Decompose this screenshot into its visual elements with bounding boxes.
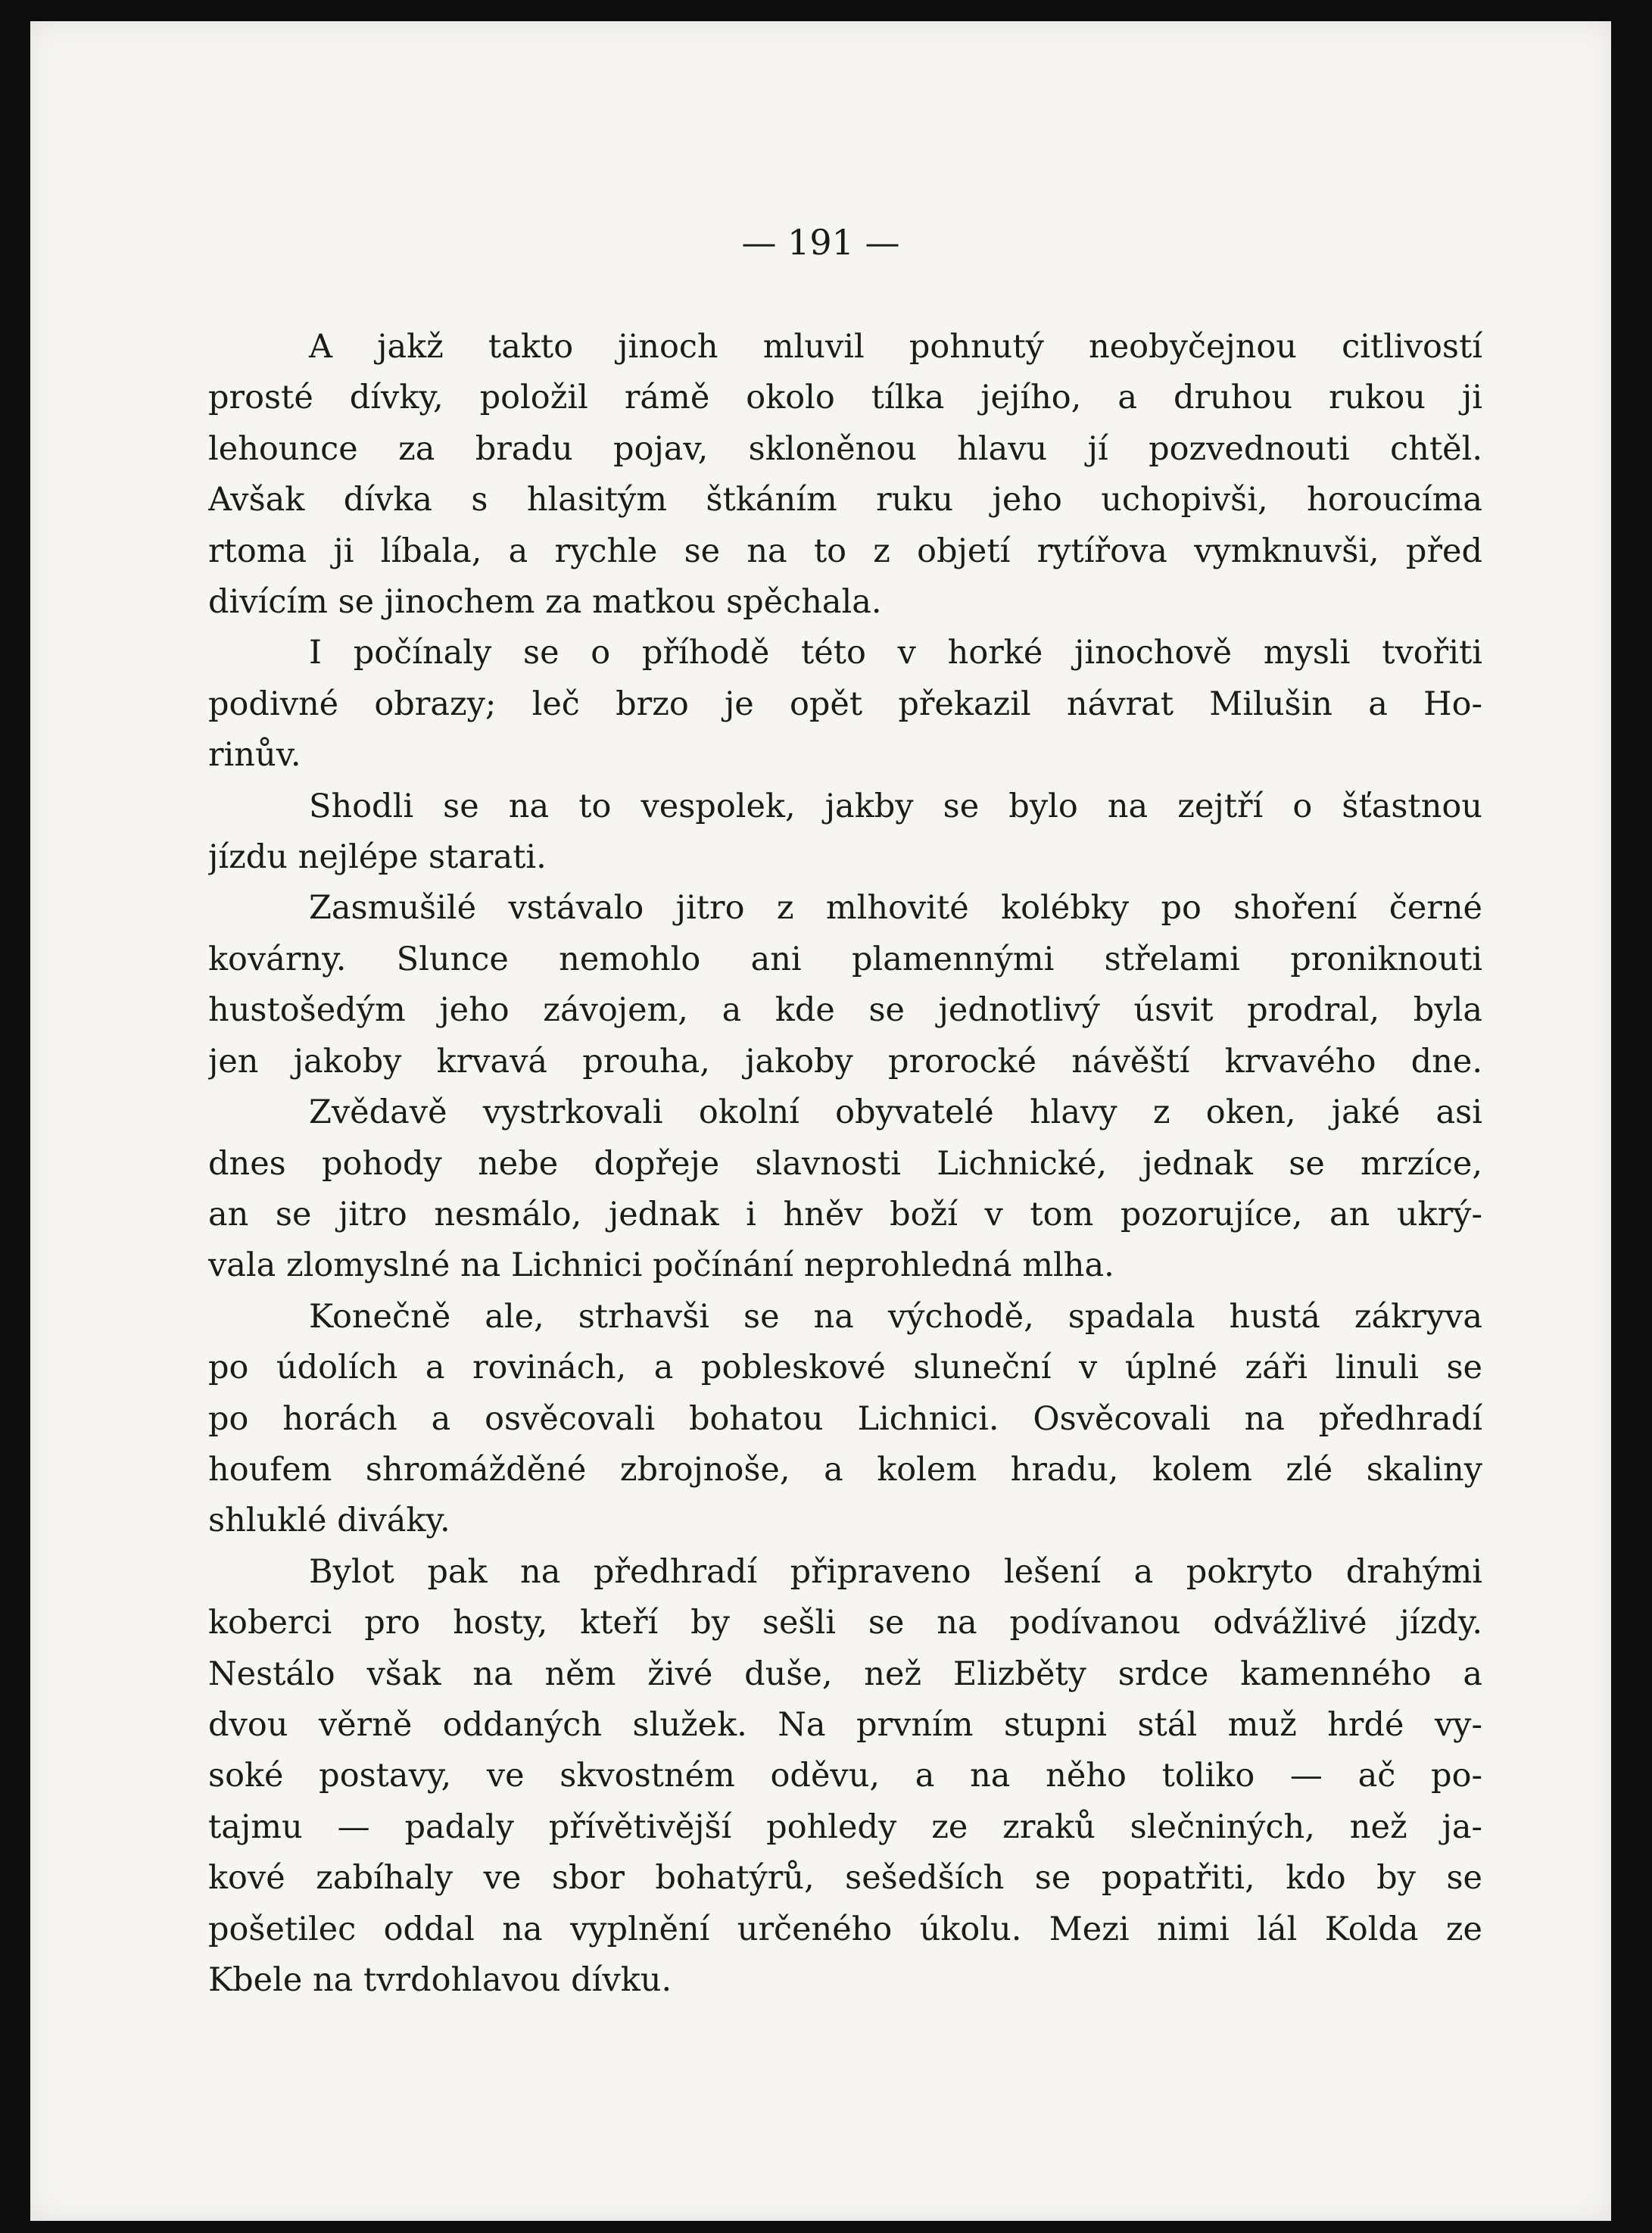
text-line: Nestálo však na něm živé duše, než Elizběty srdce kamenného a [208, 1654, 1482, 1693]
text-line: kovárny. Slunce nemohlo ani plamennými střelami proniknouti [208, 940, 1482, 978]
text-line: prosté dívky, položil rámě okolo tílka jejího, a druhou rukou ji [208, 379, 1482, 417]
text-line: Konečně ale, strhavši se na východě, spadala hustá zákryva [309, 1297, 1482, 1336]
text-line: jen jakoby krvavá prouha, jakoby prorocké návěští krvavého dne. [208, 1042, 1482, 1081]
text-line: hustošedým jeho závojem, a kde se jednotlivý úsvit prodral, byla [208, 991, 1482, 1030]
paragraph [208, 322, 1482, 628]
text-line: kové zabíhaly ve sbor bohatýrů, sešedších se popatřiti, kdo by se [208, 1859, 1482, 1898]
text-line: dvou věrně oddaných služek. Na prvním stupni stál muž hrdé vy- [208, 1705, 1482, 1744]
text-line: Kbele na tvrdohlavou dívku. [208, 1961, 672, 1999]
text-line: Zasmušilé vstávalo jitro z mlhovité kolébky po shoření černé [309, 889, 1482, 928]
paragraph [208, 1292, 1482, 1547]
text-line: divícím se jinochem za matkou spěchala. [208, 583, 882, 622]
text-line: lehounce za bradu pojav, skloněnou hlavu jí pozvednouti chtěl. [208, 429, 1482, 468]
paragraph [208, 1087, 1482, 1292]
text-line: shluklé diváky. [208, 1502, 450, 1540]
text-line: Bylot pak na předhradí připraveno lešení a pokryto drahými [309, 1552, 1482, 1591]
text-line: po údolích a rovinách, a pobleskové sluneční v úplné záři linuli se [208, 1349, 1482, 1387]
body-text [208, 322, 1482, 2006]
text-line: A jakž takto jinoch mluvil pohnutý neobyčejnou citlivostí [309, 328, 1482, 366]
text-line: dnes pohody nebe dopřeje slavnosti Lichnické, jednak se mrzíce, [208, 1144, 1482, 1183]
paragraph [208, 883, 1482, 1087]
text-line: rtoma ji líbala, a rychle se na to z objetí rytířova vymknuvši, před [208, 532, 1482, 570]
text-line: an se jitro nesmálo, jednak i hněv boží v tom pozorujíce, an ukrý- [208, 1195, 1482, 1233]
text-line: po horách a osvěcovali bohatou Lichnici. Osvěcovali na předhradí [208, 1399, 1482, 1438]
text-line: tajmu — padaly přívětivější pohledy ze zraků slečniných, než ja- [208, 1807, 1482, 1846]
text-line: Zvědavě vystrkovali okolní obyvatelé hlavy z oken, jaké asi [309, 1093, 1482, 1132]
text-line: rinův. [208, 736, 301, 775]
text-line: jízdu nejlépe starati. [208, 838, 547, 877]
paragraph [208, 1547, 1482, 2007]
paragraph [208, 781, 1482, 884]
text-line: koberci pro hosty, kteří by sešli se na podívanou odvážlivé jízdy. [208, 1604, 1482, 1642]
book-page [30, 21, 1611, 2221]
text-line: podivné obrazy; leč brzo je opět překazil návrat Milušin a Ho- [208, 685, 1482, 723]
text-line: Shodli se na to vespolek, jakby se bylo na zejtří o šťastnou [309, 787, 1482, 825]
text-line: pošetilec oddal na vyplnění určeného úkolu. Mezi nimi lál Kolda ze [208, 1910, 1482, 1948]
text-line: vala zlomyslné na Lichnici počínání neprohledná mlha. [208, 1246, 1114, 1285]
text-line: soké postavy, ve skvostném oděvu, a na něho toliko — ač po- [208, 1757, 1482, 1795]
text-line: houfem shromážděné zbrojnoše, a kolem hradu, kolem zlé skaliny [208, 1450, 1482, 1489]
text-line: Avšak dívka s hlasitým štkáním ruku jeho uchopivši, horoucíma [208, 481, 1482, 519]
paragraph [208, 628, 1482, 781]
page-number: — 191 — [741, 222, 900, 263]
text-line: I počínaly se o příhodě této v horké jinochově mysli tvořiti [309, 634, 1482, 672]
